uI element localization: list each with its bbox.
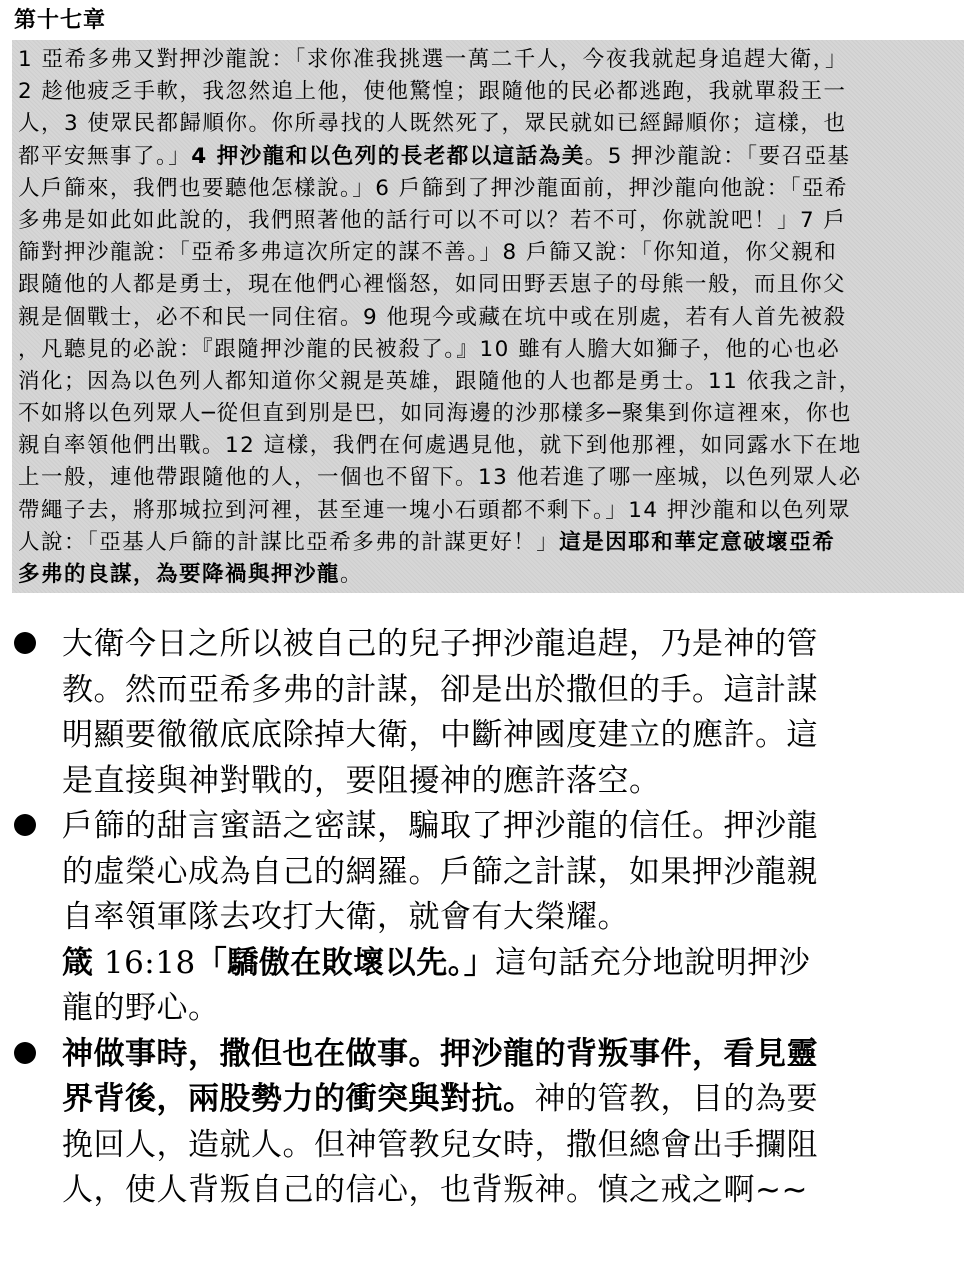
bullet-bold-lead: 神做事時，撒但也在做事。 [62,1035,440,1072]
scripture-line [18,302,958,334]
scripture-text: 。5 押沙龍說：「要召亞基 [584,143,851,169]
scripture-line [18,269,958,301]
commentary-bullets [0,622,976,1214]
scripture-text: 上一般，連他帶跟隨他的人，一個也不留下。13 他若進了哪一座城，以色列眾人必 [18,465,862,491]
scripture-passage [12,40,964,593]
bullet-line: 自率領軍隊去攻打大衛，就會有大榮耀。 [62,899,629,935]
scripture-line [18,334,958,366]
bullet-item [62,622,962,804]
bullet-text: 神的管教，目的為要 [534,1081,818,1117]
bullet-dot-icon [14,632,36,654]
bullet-dot-icon [14,1042,36,1064]
scripture-text: 2 趁他疲乏手軟，我忽然追上他，使他驚惶；跟隨他的民必都逃跑，我就單殺王一 [18,79,847,105]
scripture-line [18,76,958,108]
scripture-text: ，凡聽見的必說：『跟隨押沙龍的民被殺了。』10 雖有人膽大如獅子，他的心也必 [18,336,841,362]
scripture-emphasis: 多弗的良謀，為要降禍與押沙龍 [18,562,341,587]
scripture-line [18,237,958,269]
scripture-line [18,108,958,140]
scripture-emphasis: 這是因耶和華定意破壞亞希 [559,529,836,555]
scripture-text: 跟隨他的人都是勇士，現在他們心裡惱怒，如同田野丟崽子的母熊一般，而且你父 [18,272,847,298]
scripture-line [18,44,958,76]
bullet-line: 明顯要徹徹底底除掉大衛，中斷神國度建立的應許。這 [62,717,818,753]
scripture-text: 帶繩子去，將那城拉到河裡，甚至連一塊小石頭都不剩下。」14 押沙龍和以色列眾 [18,497,851,523]
scripture-text: 。 [340,562,364,587]
scripture-text: 都平安無事了。」 [18,143,192,169]
scripture-line [18,495,958,527]
bullet-line: 龍的野心。 [62,990,220,1026]
scripture-line [18,205,958,237]
bullet-item [62,1032,962,1214]
scripture-line [18,141,958,173]
bullet-line: 大衛今日之所以被自己的兒子押沙龍追趕，乃是神的管 [62,626,818,662]
scripture-text: 1 亞希多弗又對押沙龍說：「求你准我挑選一萬二千人，今夜我就起身追趕大衛，」 [18,47,849,72]
scripture-line [18,398,958,430]
bullet-line: 教。然而亞希多弗的計謀，卻是出於撒但的手。這計謀 [62,671,818,708]
scripture-line [18,366,958,398]
verse-quote: 「驕傲在敗壞以先。」 [195,944,496,981]
scripture-text: 人戶篩來，我們也要聽他怎樣說。」6 戶篩到了押沙龍面前，押沙龍向他說：「亞希 [18,175,849,201]
verse-commentary: 這句話充分地說明押沙 [495,944,811,981]
scripture-line [18,173,958,205]
bullet-line [62,1077,962,1123]
bullet-bold-lead: 押沙龍的背叛事件，看見靈 [440,1035,818,1072]
bullet-line: 戶篩的甜言蜜語之密謀，騙取了押沙龍的信任。押沙龍 [62,808,818,844]
bullet-line: 的虛榮心成為自己的網羅。戶篩之計謀，如果押沙龍親 [62,853,818,890]
scripture-line [18,462,958,494]
bullet-line: 是直接與神對戰的，要阻擾神的應許落空。 [62,762,661,799]
scripture-text: 篩對押沙龍說：「亞希多弗這次所定的謀不善。」8 戶篩又說：「你知道，你父親和 [18,240,838,266]
verse-citation-line [62,941,962,987]
scripture-text: 人，3 使眾民都歸順你。你所尋找的人既然死了，眾民就如已經歸順你；這樣，也 [18,111,847,137]
bullet-line: 挽回人，造就人。但神管教兒女時，撒但總會出手攔阻 [62,1126,818,1163]
verse-book: 箴 [62,944,94,981]
bullet-line [62,1032,962,1078]
scripture-text: 親自率領他們出戰。12 這樣，我們在何處遇見他，就下到他那裡，如同露水下在地 [18,433,862,459]
scripture-text: 人說：「亞基人戶篩的計謀比亞希多弗的計謀更好！」 [18,529,560,555]
bullet-dot-icon [14,814,36,836]
scripture-text: 親是個戰士，必不和民一同住宿。9 他現今或藏在坑中或在別處，若有人首先被殺 [18,304,847,330]
scripture-line [18,430,958,462]
scripture-text: 多弗是如此如此說的，我們照著他的話行可以不可以？若不可，你就說吧！」7 戶 [18,207,847,233]
scripture-line [18,559,958,591]
bullet-item [62,804,962,1032]
verse-reference: 16:18 [93,944,196,981]
chapter-title: 第十七章 [14,7,107,33]
scripture-text: 不如將以色列眾人─從但直到別是巴，如同海邊的沙那樣多─聚集到你這裡來，你也 [18,401,852,427]
scripture-text: 消化；因為以色列人都知道你父親是英雄，跟隨他的人也都是勇士。11 依我之計， [18,368,862,394]
scripture-emphasis: 4 押沙龍和以色列的長老都以這話為美 [191,143,585,169]
bullet-line: 人，使人背叛自己的信心，也背叛神。慎之戒之啊~~ [62,1172,808,1208]
scripture-line [18,527,958,559]
bullet-bold-text: 界背後，兩股勢力的衝突與對抗。 [62,1081,535,1117]
